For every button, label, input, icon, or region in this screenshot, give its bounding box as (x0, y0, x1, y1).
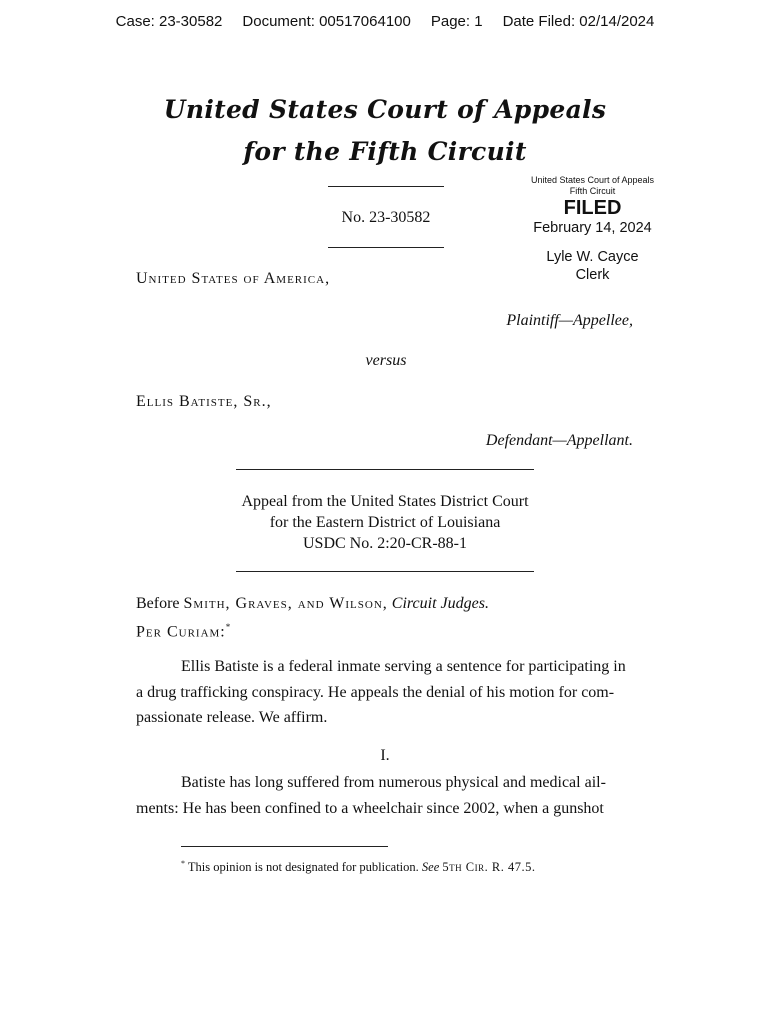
appeal-line3: USDC No. 2:20-CR-88-1 (302, 535, 467, 552)
footnote-marker: * (225, 622, 231, 632)
panel-line (136, 595, 489, 613)
versus: versus (365, 352, 407, 369)
pacer-header (0, 13, 770, 30)
court-title-line1: United States Court of Appeals (163, 95, 607, 124)
footnote-cite: 5th Cir. R. 47.5. (442, 860, 536, 875)
stamp-date: February 14, 2024 (533, 220, 652, 236)
appeal-line1: Appeal from the United States District Court (241, 493, 529, 510)
para2-line1: Batiste has long suffered from numerous physical and medical ail- (181, 774, 606, 791)
date-filed-stamp: Date Filed: 02/14/2024 (502, 13, 655, 30)
plaintiff-name: United States of America, (136, 270, 331, 287)
defendant-role: Defendant—Appellant. (485, 432, 633, 449)
para2-line2: ments: He has been confined to a wheelchair since 2002, when a gunshot (136, 799, 604, 817)
rule-top (328, 186, 444, 187)
panel-title: Circuit Judges. (391, 595, 489, 612)
case-number: No. 23-30582 (341, 209, 431, 226)
case-number-stamp: Case: 23-30582 (115, 13, 223, 30)
panel-before: Before (136, 595, 180, 612)
stamp-clerk-name: Lyle W. Cayce (546, 249, 639, 265)
footnote (181, 859, 535, 875)
document-number-stamp: Document: 00517064100 (242, 13, 411, 30)
rule-bottom (328, 247, 444, 248)
per-curiam-line (136, 622, 230, 641)
footnote-ref: * (181, 859, 185, 868)
panel-judges: Smith, Graves, and Wilson, (183, 595, 388, 612)
opinion-paragraph-2 (136, 770, 634, 821)
stamp-filed: FILED (563, 197, 622, 219)
section-heading: I. (380, 747, 390, 764)
court-title-line2: for the Fifth Circuit (243, 137, 527, 166)
footnote-rule (181, 846, 388, 847)
page-number-stamp: Page: 1 (430, 13, 483, 30)
stamp-court: United States Court of Appeals (530, 175, 655, 185)
rule-appeal-bottom (236, 571, 534, 572)
appeal-line2: for the Eastern District of Louisiana (269, 514, 501, 531)
opinion-paragraph-1 (136, 654, 634, 731)
defendant-name: Ellis Batiste, Sr., (136, 393, 272, 410)
footnote-text: This opinion is not designated for publication. (187, 860, 419, 875)
stamp-clerk-title: Clerk (575, 267, 610, 283)
stamp-circuit: Fifth Circuit (569, 186, 616, 196)
footnote-see: See (421, 860, 440, 875)
rule-appeal-top (236, 469, 534, 470)
plaintiff-role: Plaintiff—Appellee, (506, 312, 633, 329)
para1-line1: Ellis Batiste is a federal inmate serving a sentence for participating in (181, 658, 626, 675)
para1-line2: a drug trafficking conspiracy. He appeals the denial of his motion for com- (136, 683, 615, 701)
per-curiam: Per Curiam: (136, 623, 226, 641)
para1-line3: passionate release. We affirm. (136, 709, 328, 726)
